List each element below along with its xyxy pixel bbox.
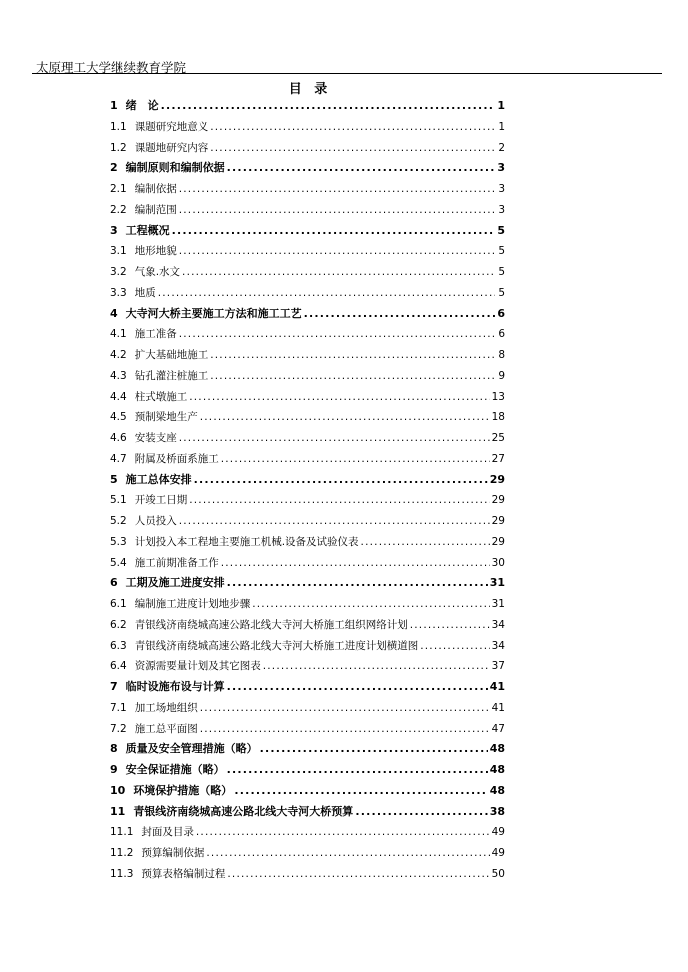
toc-section-entry[interactable] [110, 615, 505, 636]
toc-entry-number: 4.5 [110, 411, 127, 424]
toc-entry-page-number: 5 [498, 245, 505, 258]
toc-section-entry[interactable] [110, 532, 505, 553]
toc-entry-number: 4.7 [110, 452, 127, 465]
toc-entry-page-number: 3 [497, 161, 505, 175]
toc-entry-page-number: 29 [491, 494, 505, 507]
toc-entry-title: 钻孔灌注桩施工 [134, 369, 209, 382]
toc-dot-leader [200, 719, 490, 740]
toc-entry-title: 施工准备 [134, 328, 177, 341]
toc-entry-number: 6.2 [110, 618, 127, 631]
toc-chapter-entry[interactable] [110, 96, 505, 117]
toc-entry-number: 5.1 [110, 494, 127, 507]
toc-section-entry[interactable] [110, 698, 505, 719]
toc-entry-number: 7.2 [110, 722, 127, 735]
toc-entry-page-number: 47 [491, 722, 505, 735]
toc-entry-title: 安装支座 [134, 432, 177, 444]
toc-section-entry[interactable] [110, 511, 505, 532]
toc-section-entry[interactable] [110, 553, 505, 574]
toc-entry-number: 4.6 [110, 432, 127, 444]
toc-section-entry[interactable] [110, 407, 505, 428]
toc-dot-leader [182, 262, 495, 283]
toc-entry-title: 大寺河大桥主要施工方法和施工工艺 [125, 306, 302, 320]
toc-entry-number: 1.1 [110, 120, 127, 133]
toc-entry-page-number: 5 [497, 223, 505, 237]
toc-entry-title: 预算表格编制过程 [141, 867, 226, 880]
toc-entry-page-number: 1 [498, 120, 505, 133]
toc-entry-page-number: 6 [498, 328, 505, 341]
toc-section-entry[interactable] [110, 594, 505, 615]
toc-dot-leader [210, 366, 495, 387]
toc-entry-number: 3.1 [110, 245, 127, 258]
page-header-institution: 太原理工大学继续教育学院 [36, 60, 187, 75]
toc-dot-leader [206, 843, 489, 864]
toc-dot-leader [234, 781, 487, 802]
toc-entry-number: 6 [110, 576, 118, 590]
toc-dot-leader [179, 428, 490, 449]
toc-entry-number: 3.2 [110, 266, 127, 278]
toc-dot-leader [227, 864, 489, 885]
header-divider [32, 73, 662, 74]
toc-entry-page-number: 6 [497, 306, 505, 320]
toc-dot-leader [200, 698, 490, 719]
toc-entry-number: 7 [110, 680, 118, 693]
toc-entry-number: 11.1 [110, 826, 134, 839]
toc-dot-leader [210, 345, 495, 366]
toc-chapter-entry[interactable] [110, 304, 505, 325]
toc-entry-title: 开竣工日期 [134, 494, 188, 507]
toc-dot-leader [227, 158, 495, 179]
toc-entry-page-number: 41 [489, 680, 505, 693]
toc-entry-number: 9 [110, 763, 118, 776]
toc-entry-page-number: 2 [498, 141, 505, 154]
toc-entry-number: 5 [110, 472, 118, 486]
toc-chapter-entry[interactable] [110, 677, 505, 698]
toc-entry-title: 环境保护措施（略） [133, 783, 233, 797]
toc-chapter-entry[interactable] [110, 470, 505, 491]
toc-dot-leader [189, 387, 489, 408]
toc-entry-number: 1.2 [110, 141, 127, 154]
toc-entry-title: 计划投入本工程地主要施工机械.设备及试验仪表 [134, 535, 359, 548]
toc-entry-page-number: 29 [491, 535, 505, 548]
toc-dot-leader [410, 615, 490, 636]
toc-section-entry[interactable] [110, 117, 505, 138]
toc-entry-title: 预制梁地生产 [134, 411, 198, 424]
toc-entry-page-number: 50 [491, 867, 505, 880]
toc-entry-page-number: 13 [491, 390, 505, 403]
toc-entry-title: 青银线济南绕城高速公路北线大寺河大桥施工组织网络计划 [134, 618, 408, 631]
toc-entry-page-number: 38 [489, 804, 505, 818]
toc-section-entry[interactable] [110, 656, 505, 677]
toc-chapter-entry[interactable] [110, 739, 505, 760]
toc-entry-number: 10 [110, 783, 126, 797]
toc-section-entry[interactable] [110, 200, 505, 221]
toc-entry-page-number: 25 [491, 432, 505, 444]
toc-entry-page-number: 5 [498, 286, 505, 299]
toc-section-entry[interactable] [110, 387, 505, 408]
toc-dot-leader [200, 407, 490, 428]
toc-entry-page-number: 41 [491, 701, 505, 714]
toc-entry-number: 5.4 [110, 556, 127, 569]
toc-section-entry[interactable] [110, 636, 505, 657]
toc-entry-title: 编制依据 [134, 183, 177, 195]
toc-dot-leader [227, 760, 488, 781]
toc-section-entry[interactable] [110, 428, 505, 449]
toc-entry-page-number: 3 [498, 203, 505, 216]
toc-chapter-entry[interactable] [110, 760, 505, 781]
toc-dot-leader [158, 283, 495, 304]
toc-entry-page-number: 3 [498, 183, 505, 195]
toc-dot-leader [420, 636, 489, 657]
toc-entry-title: 扩大基础地施工 [134, 349, 209, 361]
toc-entry-number: 4.4 [110, 390, 127, 403]
toc-dot-leader [263, 656, 490, 677]
toc-chapter-entry[interactable] [110, 221, 505, 242]
toc-entry-title: 编制原则和编制依据 [125, 161, 225, 175]
toc-entry-page-number: 8 [498, 349, 505, 361]
toc-entry-page-number: 49 [491, 826, 505, 839]
toc-dot-leader [161, 96, 495, 117]
toc-entry-page-number: 48 [489, 783, 505, 797]
toc-title: 目 录 [288, 82, 332, 97]
toc-entry-title: 气象.水文 [134, 266, 181, 278]
toc-dot-leader [227, 677, 488, 698]
toc-entry-number: 4.1 [110, 328, 127, 341]
toc-entry-page-number: 5 [498, 266, 505, 278]
toc-entry-page-number: 34 [491, 618, 505, 631]
toc-entry-title: 编制范围 [134, 203, 177, 216]
toc-dot-leader [227, 573, 488, 594]
toc-entry-title: 工期及施工进度安排 [125, 576, 225, 590]
toc-section-entry[interactable] [110, 864, 505, 885]
toc-dot-leader [179, 200, 495, 221]
toc-entry-title: 预算编制依据 [141, 847, 205, 859]
toc-entry-title: 柱式墩施工 [134, 390, 188, 403]
toc-entry-number: 11.3 [110, 867, 134, 880]
toc-entry-number: 5.3 [110, 535, 127, 548]
toc-entry-number: 2.2 [110, 203, 127, 216]
toc-entry-number: 3.3 [110, 286, 127, 299]
toc-entry-title: 课题地研究内容 [134, 141, 209, 154]
toc-entry-number: 11.2 [110, 847, 134, 859]
toc-entry-number: 4.3 [110, 369, 127, 382]
toc-dot-leader [196, 822, 490, 843]
toc-dot-leader [179, 241, 495, 262]
toc-entry-title: 加工场地组织 [134, 701, 198, 714]
toc-section-entry[interactable] [110, 138, 505, 159]
toc-dot-leader [179, 324, 495, 345]
toc-section-entry[interactable] [110, 345, 505, 366]
toc-dot-leader [221, 449, 490, 470]
toc-entry-title: 资源需要量计划及其它图表 [134, 660, 261, 673]
toc-chapter-entry[interactable] [110, 573, 505, 594]
toc-entry-page-number: 30 [491, 556, 505, 569]
toc-entry-number: 2.1 [110, 183, 127, 195]
toc-entry-title: 青银线济南绕城高速公路北线大寺河大桥预算 [133, 804, 354, 818]
toc-entry-title: 地质 [134, 286, 156, 299]
toc-section-entry[interactable] [110, 262, 505, 283]
toc-dot-leader [355, 802, 487, 823]
toc-dot-leader [189, 490, 489, 511]
toc-entry-number: 6.4 [110, 660, 127, 673]
toc-entry-number: 7.1 [110, 701, 127, 714]
toc-entry-page-number: 31 [491, 598, 505, 610]
toc-section-entry[interactable] [110, 490, 505, 511]
toc-section-entry[interactable] [110, 366, 505, 387]
toc-entry-title: 封面及目录 [141, 826, 194, 839]
toc-section-entry[interactable] [110, 719, 505, 740]
toc-entry-title: 质量及安全管理措施（略） [125, 742, 258, 756]
toc-entry-number: 3 [110, 223, 118, 237]
toc-entry-page-number: 31 [489, 576, 505, 590]
toc-section-entry[interactable] [110, 822, 505, 843]
toc-entry-number: 2 [110, 161, 118, 175]
toc-entry-number: 6.3 [110, 639, 127, 652]
toc-entry-page-number: 18 [491, 411, 505, 424]
toc-entry-title: 施工总体安排 [125, 472, 192, 486]
toc-entry-title: 施工总平面图 [134, 722, 198, 735]
toc-entry-number: 4.2 [110, 349, 127, 361]
toc-entry-number: 11 [110, 804, 126, 818]
toc-section-entry[interactable] [110, 283, 505, 304]
toc-dot-leader [179, 179, 495, 200]
toc-dot-leader [221, 553, 490, 574]
toc-entry-title: 青银线济南绕城高速公路北线大寺河大桥施工进度计划横道图 [134, 639, 419, 652]
toc-entry-number: 6.1 [110, 598, 127, 610]
toc-entry-page-number: 49 [491, 847, 505, 859]
toc-entry-title: 课题研究地意义 [134, 120, 209, 133]
toc-section-entry[interactable] [110, 449, 505, 470]
toc-dot-leader [210, 138, 495, 159]
toc-chapter-entry[interactable] [110, 802, 505, 823]
toc-entry-title: 附属及桥面系施工 [134, 452, 219, 465]
table-of-contents [110, 96, 505, 885]
toc-entry-page-number: 37 [491, 660, 505, 673]
toc-entry-title: 人员投入 [134, 515, 177, 527]
toc-entry-number: 5.2 [110, 515, 127, 527]
toc-dot-leader [210, 117, 495, 138]
toc-dot-leader [361, 532, 490, 553]
toc-chapter-entry[interactable] [110, 158, 505, 179]
toc-dot-leader [260, 739, 488, 760]
toc-dot-leader [179, 511, 490, 532]
toc-entry-page-number: 34 [491, 639, 505, 652]
toc-entry-title: 绪 论 [125, 99, 159, 112]
toc-entry-title: 编制施工进度计划地步骤 [134, 598, 251, 610]
toc-dot-leader [304, 304, 495, 325]
toc-dot-leader [194, 470, 488, 491]
toc-entry-page-number: 1 [497, 99, 505, 112]
toc-dot-leader [252, 594, 489, 615]
toc-entry-page-number: 29 [489, 472, 505, 486]
toc-dot-leader [172, 221, 495, 242]
toc-entry-title: 施工前期准备工作 [134, 556, 219, 569]
toc-entry-number: 4 [110, 306, 118, 320]
toc-entry-page-number: 9 [498, 369, 505, 382]
toc-entry-number: 1 [110, 99, 118, 112]
toc-section-entry[interactable] [110, 241, 505, 262]
toc-entry-page-number: 29 [491, 515, 505, 527]
toc-section-entry[interactable] [110, 843, 505, 864]
toc-entry-title: 临时设施布设与计算 [125, 680, 225, 693]
toc-section-entry[interactable] [110, 324, 505, 345]
toc-entry-page-number: 48 [489, 742, 505, 756]
toc-entry-title: 工程概况 [125, 223, 170, 237]
toc-entry-page-number: 27 [491, 452, 505, 465]
toc-section-entry[interactable] [110, 179, 505, 200]
toc-entry-page-number: 48 [489, 763, 505, 776]
toc-entry-number: 8 [110, 742, 118, 756]
toc-chapter-entry[interactable] [110, 781, 505, 802]
toc-entry-title: 安全保证措施（略） [125, 763, 225, 776]
toc-entry-title: 地形地貌 [134, 245, 177, 258]
